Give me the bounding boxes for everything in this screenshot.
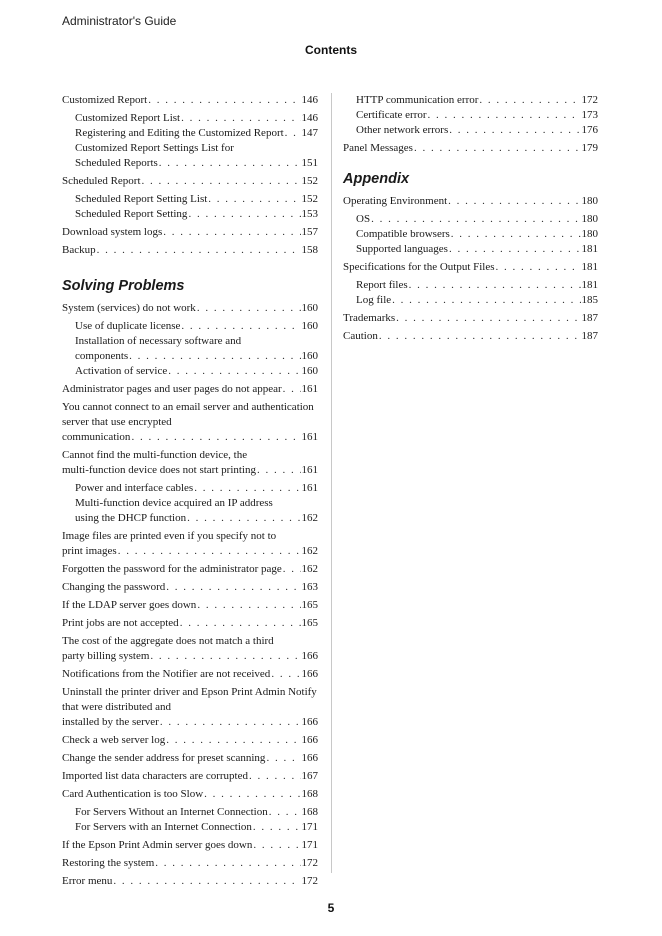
dot-leader: [131, 430, 300, 445]
toc-left-column: [62, 93, 318, 892]
toc-entry-title: Card Authentication is too Slow: [62, 788, 204, 800]
dot-leader: [163, 225, 300, 240]
toc-entry[interactable]: [343, 329, 598, 344]
dot-leader: [142, 174, 301, 189]
toc-entry-title: Changing the password: [62, 581, 166, 593]
toc-page-number: 180: [581, 228, 598, 240]
toc-page-number: 152: [301, 193, 318, 205]
toc-page-number: 162: [301, 512, 318, 524]
toc-entry-title: Print jobs are not accepted: [62, 617, 179, 629]
toc-entry-title: If the Epson Print Admin server goes down: [62, 839, 253, 851]
dot-leader: [479, 93, 580, 108]
toc-page-number: 173: [581, 109, 598, 121]
toc-entry-title: Scheduled Report: [62, 175, 141, 187]
toc-entry-title-line: Installation of necessary software and: [75, 335, 242, 347]
toc-entry-title: Imported list data characters are corrupted: [62, 770, 248, 782]
toc-entry[interactable]: [356, 227, 598, 242]
toc-entry-title: Scheduled Report Setting: [75, 208, 188, 220]
dot-leader: [283, 562, 301, 577]
dot-leader: [188, 207, 300, 222]
toc-page-number: 165: [301, 617, 318, 629]
dot-leader: [285, 126, 301, 141]
toc-entry[interactable]: [75, 334, 318, 364]
dot-leader: [283, 382, 301, 397]
dot-leader: [448, 194, 580, 209]
dot-leader: [249, 769, 301, 784]
running-header: Administrator's Guide: [62, 14, 177, 28]
toc-entry[interactable]: [75, 481, 318, 496]
dot-leader: [449, 242, 581, 257]
toc-entry[interactable]: [343, 141, 598, 156]
toc-page-number: 172: [581, 94, 598, 106]
toc-page-number: 167: [301, 770, 318, 782]
dot-leader: [97, 243, 301, 258]
toc-entry-title: Panel Messages: [343, 142, 413, 154]
chapter-heading-appendix[interactable]: Appendix: [343, 171, 410, 187]
toc-entry-title: Download system logs: [62, 226, 163, 238]
toc-entry-title: Specifications for the Output Files: [343, 261, 495, 273]
dot-leader: [409, 278, 581, 293]
toc-entry[interactable]: [62, 301, 318, 316]
toc-entry[interactable]: [75, 820, 318, 835]
toc-entry-title-line: Multi-function device acquired an IP address: [75, 497, 273, 509]
dot-leader: [496, 260, 581, 275]
toc-page-number: 160: [301, 320, 318, 332]
toc-entry[interactable]: [62, 400, 318, 445]
toc-right-top-list: [343, 93, 598, 156]
toc-entry-title: communication: [62, 431, 131, 443]
toc-entry[interactable]: [62, 93, 318, 108]
toc-entry[interactable]: [75, 319, 318, 334]
toc-entry-title: System (services) do not work: [62, 302, 196, 314]
toc-entry[interactable]: [75, 111, 318, 126]
toc-entry[interactable]: [75, 496, 318, 526]
toc-entry-title: Certificate error: [356, 109, 427, 121]
toc-page-number: 161: [301, 383, 318, 395]
toc-page-number: 157: [301, 226, 318, 238]
toc-entry[interactable]: [62, 529, 318, 559]
toc-page-number: 166: [301, 752, 318, 764]
toc-entry-title: Caution: [343, 330, 378, 342]
dot-leader: [197, 301, 301, 316]
toc-entry-title: Registering and Editing the Customized Report: [75, 127, 284, 139]
toc-page-number: 168: [301, 806, 318, 818]
section-title: Contents: [305, 43, 357, 57]
toc-entry-title: installed by the server: [62, 716, 159, 728]
toc-entry[interactable]: [62, 598, 318, 613]
toc-page-number: 179: [581, 142, 598, 154]
toc-entry-title-line: You cannot connect to an email server and authentication server that use encrypted: [62, 401, 314, 428]
toc-entry[interactable]: [62, 243, 318, 258]
toc-entry-title: OS: [356, 213, 371, 225]
toc-entry[interactable]: [356, 93, 598, 108]
toc-entry[interactable]: [356, 212, 598, 227]
toc-page-number: 163: [301, 581, 318, 593]
dot-leader: [428, 108, 581, 123]
toc-solving-problems-list: [62, 301, 318, 889]
toc-entry[interactable]: [62, 667, 318, 682]
toc-entry[interactable]: [75, 207, 318, 222]
toc-page-number: 181: [581, 279, 598, 291]
toc-entry[interactable]: [62, 685, 318, 730]
toc-entry[interactable]: [62, 874, 318, 889]
toc-entry-title: For Servers with an Internet Connection: [75, 821, 252, 833]
toc-page-number: 171: [301, 821, 318, 833]
toc-page-number: 165: [301, 599, 318, 611]
dot-leader: [181, 111, 300, 126]
dot-leader: [197, 598, 300, 613]
toc-page-number: 166: [301, 650, 318, 662]
dot-leader: [371, 212, 580, 227]
toc-entry[interactable]: [356, 123, 598, 138]
toc-right-column: [343, 93, 598, 347]
toc-page-number: 160: [301, 365, 318, 377]
toc-page-number: 153: [301, 208, 318, 220]
toc-entry-title: Backup: [62, 244, 96, 256]
toc-page-number: 146: [301, 112, 318, 124]
toc-entry[interactable]: [75, 805, 318, 820]
toc-page-number: 146: [301, 94, 318, 106]
toc-entry-title: If the LDAP server goes down: [62, 599, 197, 611]
dot-leader: [118, 544, 301, 559]
dot-leader: [271, 667, 300, 682]
toc-page-number: 172: [301, 875, 318, 887]
toc-entry-title: HTTP communication error: [356, 94, 479, 106]
toc-entry[interactable]: [62, 769, 318, 784]
toc-entry[interactable]: [356, 278, 598, 293]
toc-entry[interactable]: [62, 634, 318, 664]
toc-page-number: 158: [301, 244, 318, 256]
dot-leader: [180, 616, 301, 631]
toc-page-number: 180: [581, 213, 598, 225]
toc-entry-title: Scheduled Report Setting List: [75, 193, 208, 205]
toc-entry-title: Activation of service: [75, 365, 168, 377]
toc-page-number: 147: [301, 127, 318, 139]
page-number: 5: [327, 901, 335, 915]
toc-entry-title-line: Uninstall the printer driver and Epson Print Admin Notify that were distributed and: [62, 686, 317, 713]
dot-leader: [155, 856, 300, 871]
toc-entry-title: Customized Report List: [75, 112, 181, 124]
dot-leader: [253, 838, 300, 853]
dot-leader: [257, 463, 301, 478]
dot-leader: [266, 751, 300, 766]
toc-entry[interactable]: [62, 225, 318, 240]
toc-entry[interactable]: [75, 126, 318, 141]
dot-leader: [379, 329, 581, 344]
toc-entry[interactable]: [62, 174, 318, 189]
toc-entry-title: Power and interface cables: [75, 482, 194, 494]
toc-entry[interactable]: [62, 616, 318, 631]
toc-page-number: 162: [301, 545, 318, 557]
toc-entry-title: Forgotten the password for the administrator page: [62, 563, 282, 575]
toc-entry[interactable]: [62, 751, 318, 766]
dot-leader: [414, 141, 581, 156]
toc-entry[interactable]: [343, 311, 598, 326]
toc-page-number: 176: [581, 124, 598, 136]
toc-page-number: 161: [301, 464, 318, 476]
toc-entry[interactable]: [62, 448, 318, 478]
toc-page-number: 152: [301, 175, 318, 187]
toc-page-number: 166: [301, 716, 318, 728]
toc-entry[interactable]: [62, 787, 318, 802]
toc-entry[interactable]: [62, 838, 318, 853]
toc-entry-title: Trademarks: [343, 312, 396, 324]
toc-entry-title: print images: [62, 545, 117, 557]
toc-page-number: 187: [581, 312, 598, 324]
toc-page-number: 168: [301, 788, 318, 800]
toc-entry-title: Log file: [356, 294, 392, 306]
dot-leader: [208, 192, 300, 207]
dot-leader: [150, 649, 300, 664]
dot-leader: [168, 364, 300, 379]
dot-leader: [166, 580, 300, 595]
toc-entry[interactable]: [356, 242, 598, 257]
toc-entry[interactable]: [62, 562, 318, 577]
toc-entry-title: Customized Report: [62, 94, 148, 106]
dot-leader: [396, 311, 580, 326]
toc-entry[interactable]: [343, 194, 598, 209]
toc-page-number: 172: [301, 857, 318, 869]
toc-entry-title: Operating Environment: [343, 195, 448, 207]
dot-leader: [451, 227, 581, 242]
toc-entry[interactable]: [75, 141, 318, 171]
dot-leader: [148, 93, 300, 108]
toc-left-top-list: [62, 93, 318, 258]
toc-entry-title-line: Customized Report Settings List for: [75, 142, 234, 154]
toc-page-number: 187: [581, 330, 598, 342]
dot-leader: [166, 733, 300, 748]
chapter-heading-solving-problems[interactable]: Solving Problems: [62, 278, 185, 294]
toc-page-number: 180: [581, 195, 598, 207]
toc-entry-title-line: Cannot find the multi-function device, the: [62, 449, 248, 461]
toc-entry-title-line: The cost of the aggregate does not match a third: [62, 635, 274, 647]
toc-page-number: 166: [301, 734, 318, 746]
toc-entry-title: Supported languages: [356, 243, 448, 255]
dot-leader: [160, 715, 301, 730]
toc-entry-title: Notifications from the Notifier are not received: [62, 668, 271, 680]
toc-entry-title: Change the sender address for preset scanning: [62, 752, 266, 764]
toc-entry-title-line: Image files are printed even if you specify not to: [62, 530, 277, 542]
toc-entry-title: Check a web server log: [62, 734, 166, 746]
dot-leader: [194, 481, 300, 496]
toc-entry-title: Compatible browsers: [356, 228, 450, 240]
toc-entry-title: Use of duplicate license: [75, 320, 181, 332]
column-divider: [331, 93, 332, 873]
toc-entry-title: Error menu: [62, 875, 113, 887]
toc-entry[interactable]: [62, 856, 318, 871]
toc-entry-title: using the DHCP function: [75, 512, 187, 524]
toc-page-number: 181: [581, 243, 598, 255]
toc-entry-title: Other network errors: [356, 124, 449, 136]
toc-page-number: 171: [301, 839, 318, 851]
toc-page-number: 166: [301, 668, 318, 680]
toc-entry-title: party billing system: [62, 650, 150, 662]
toc-entry[interactable]: [356, 108, 598, 123]
dot-leader: [113, 874, 300, 889]
toc-entry[interactable]: [62, 733, 318, 748]
toc-entry[interactable]: [62, 580, 318, 595]
toc-entry-title: components: [75, 350, 129, 362]
toc-page-number: 161: [301, 431, 318, 443]
toc-entry-title: Report files: [356, 279, 408, 291]
toc-page-number: 160: [301, 350, 318, 362]
toc-entry[interactable]: [75, 192, 318, 207]
toc-page-number: 185: [581, 294, 598, 306]
dot-leader: [392, 293, 580, 308]
toc-entry-title: Scheduled Reports: [75, 157, 158, 169]
toc-page-number: 181: [581, 261, 598, 273]
toc-page-number: 161: [301, 482, 318, 494]
toc-entry-title: Administrator pages and user pages do not appear: [62, 383, 282, 395]
dot-leader: [204, 787, 300, 802]
toc-page-number: 151: [301, 157, 318, 169]
toc-page-number: 162: [301, 563, 318, 575]
toc-entry[interactable]: [356, 293, 598, 308]
dot-leader: [187, 511, 300, 526]
dot-leader: [159, 156, 301, 171]
dot-leader: [269, 805, 301, 820]
toc-page-number: 160: [301, 302, 318, 314]
toc-entry[interactable]: [62, 382, 318, 397]
toc-entry[interactable]: [75, 364, 318, 379]
dot-leader: [129, 349, 300, 364]
toc-entry-title: multi-function device does not start printing: [62, 464, 256, 476]
dot-leader: [253, 820, 301, 835]
toc-entry-title: Restoring the system: [62, 857, 155, 869]
dot-leader: [449, 123, 580, 138]
toc-appendix-list: [343, 194, 598, 344]
toc-entry-title: For Servers Without an Internet Connection: [75, 806, 268, 818]
dot-leader: [181, 319, 300, 334]
toc-entry[interactable]: [343, 260, 598, 275]
